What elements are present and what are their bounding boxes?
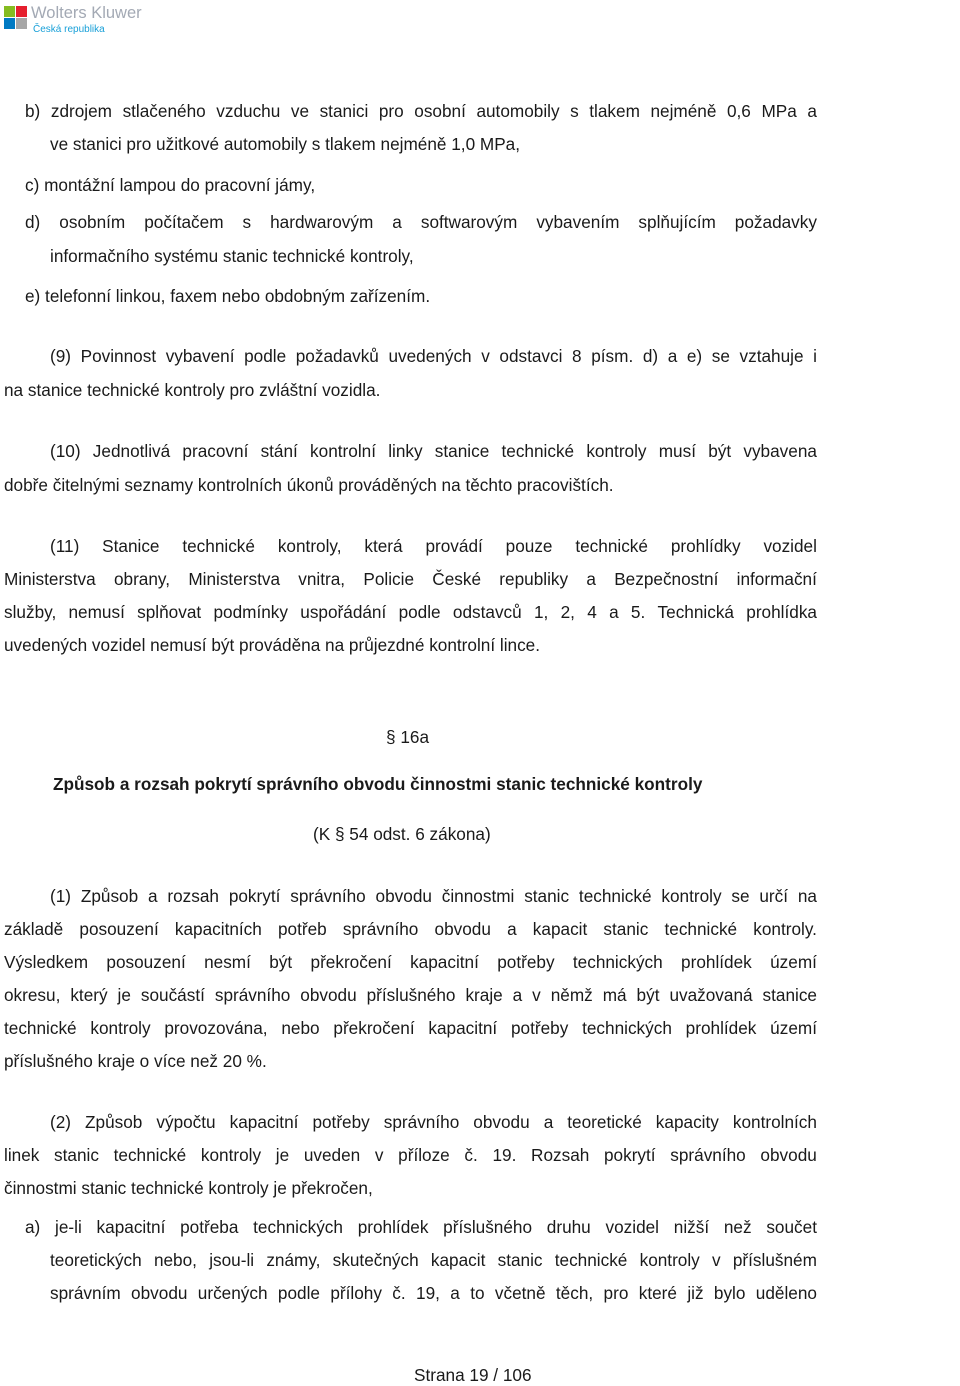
word: a	[586, 569, 596, 589]
word: území	[770, 952, 817, 972]
word: obvodu	[760, 1145, 817, 1165]
list-item-a	[25, 1216, 817, 1238]
word: v	[481, 346, 490, 366]
word: Způsob	[85, 1112, 143, 1132]
word: pokrytí	[228, 886, 281, 906]
word: požadavků	[295, 346, 379, 366]
word: České	[432, 569, 482, 589]
word: příloze	[398, 1145, 450, 1165]
word: kapacit	[430, 1250, 486, 1270]
word: uveden	[303, 1145, 361, 1165]
word: je	[117, 985, 131, 1005]
word: území	[770, 1018, 817, 1038]
word: ve	[290, 101, 310, 121]
wolters-kluwer-logo	[4, 3, 144, 37]
word: příslušného	[366, 985, 456, 1005]
section-title: Způsob a rozsah pokrytí správního obvodu činnostmi stanic technické kontroly	[53, 774, 703, 794]
paragraph-11-line3	[4, 601, 817, 623]
word: v	[374, 1145, 384, 1165]
list-item-b-cont: ve stanici pro užitkové automobily s tlakem nejméně 1,0 MPa,	[50, 134, 521, 154]
word: technické	[182, 536, 255, 556]
word: stanice	[762, 985, 817, 1005]
word: správního	[670, 1145, 746, 1165]
word: odstavců	[452, 602, 522, 622]
word: být	[269, 952, 293, 972]
word: 5.	[630, 602, 646, 622]
word: včetně	[494, 1283, 546, 1303]
word: určí	[759, 886, 789, 906]
word: prohlídky	[670, 536, 741, 556]
word: 8	[572, 346, 582, 366]
word: tlakem	[589, 101, 640, 121]
word: vnitra,	[298, 569, 346, 589]
word: výpočtu	[156, 1112, 216, 1132]
word: překročení	[310, 952, 392, 972]
word: (1)	[50, 886, 72, 906]
word: Povinnost	[80, 346, 157, 366]
list-item-a-line2	[50, 1249, 817, 1271]
word: (10)	[50, 441, 81, 461]
word: d)	[25, 212, 41, 232]
word: nemusí	[68, 602, 125, 622]
word: kapacit	[532, 919, 588, 939]
word: s	[570, 101, 579, 121]
word: jsou-li	[209, 1250, 255, 1270]
word: automobily	[476, 101, 560, 121]
word: to	[470, 1283, 485, 1303]
word: má	[602, 985, 627, 1005]
paragraph-2-line2	[4, 1144, 817, 1166]
word: a	[667, 346, 678, 366]
word: obrany,	[113, 569, 171, 589]
word: uspořádání	[300, 602, 387, 622]
word: linek	[4, 1145, 40, 1165]
paragraph-9	[50, 345, 817, 367]
word: technických	[572, 952, 663, 972]
paragraph-2	[50, 1111, 817, 1133]
word: prohlídka	[746, 602, 817, 622]
word: i	[813, 346, 817, 366]
word: obvodu	[375, 886, 432, 906]
word: technických	[253, 1217, 343, 1237]
word: podle	[277, 1283, 320, 1303]
word: vybavením	[536, 212, 620, 232]
word: obvodu	[473, 1112, 530, 1132]
paragraph-10	[50, 440, 817, 462]
word: kontrolní	[310, 441, 376, 461]
word: zdrojem	[50, 101, 112, 121]
word: technické	[575, 536, 648, 556]
word: stanic	[497, 1250, 543, 1270]
list-item-c: c) montážní lampou do pracovní jámy,	[25, 175, 316, 195]
word: vybavení	[165, 346, 235, 366]
word: je	[275, 1145, 290, 1165]
list-item-d	[25, 211, 817, 233]
word: prohlídek	[685, 1018, 757, 1038]
word: kapacitní	[410, 952, 479, 972]
word: okresu,	[4, 985, 61, 1005]
word: služby,	[4, 602, 57, 622]
word: uděleno	[755, 1283, 817, 1303]
word: správního	[290, 886, 366, 906]
word: odstavci	[499, 346, 563, 366]
word: kontroly	[200, 1145, 262, 1165]
word: němž	[550, 985, 593, 1005]
word: součástí	[140, 985, 205, 1005]
list-item-a-line3	[50, 1282, 817, 1304]
word: Policie	[363, 569, 415, 589]
word: pro	[378, 101, 404, 121]
word: musí	[658, 441, 696, 461]
paragraph-10-cont: dobře čitelnými seznamy kontrolních úkonů prováděných na těchto pracovištích.	[4, 475, 614, 495]
paragraph-1-line6: příslušného kraje o více než 20 %.	[4, 1051, 267, 1071]
word: být	[708, 441, 732, 461]
word: podmínky	[213, 602, 288, 622]
word: stanice	[434, 441, 490, 461]
page-number: Strana 19 / 106	[414, 1365, 532, 1385]
paragraph-1-line5	[4, 1017, 817, 1039]
word: prohlídek	[681, 952, 752, 972]
word: prohlídek	[357, 1217, 429, 1237]
word: činnostmi	[441, 886, 515, 906]
word: správním	[50, 1283, 121, 1303]
word: potřeby	[510, 1018, 569, 1038]
word: správního	[214, 985, 291, 1005]
word: (2)	[50, 1112, 72, 1132]
word: kontroly	[90, 1018, 151, 1038]
word: potřeby	[497, 952, 555, 972]
word: překročení	[333, 1018, 415, 1038]
word: teoretických	[50, 1250, 142, 1270]
word: nesmí	[204, 952, 251, 972]
word: pouze	[505, 536, 553, 556]
word: a	[609, 602, 619, 622]
word: Způsob	[80, 886, 139, 906]
word: příslušném	[732, 1250, 817, 1270]
word: která	[364, 536, 403, 556]
paragraph-1-line4	[4, 984, 817, 1006]
word: bylo	[713, 1283, 746, 1303]
word: 19.	[492, 1145, 517, 1165]
word: a	[543, 1112, 554, 1132]
word: splňujícím	[638, 212, 716, 232]
word: republiky	[499, 569, 569, 589]
word: a	[450, 1283, 460, 1303]
word: potřeb	[278, 919, 327, 939]
word: č.	[464, 1145, 478, 1165]
section-reference: (K § 54 odst. 6 zákona)	[313, 824, 491, 844]
word: písm.	[591, 346, 634, 366]
word: kontrolních	[732, 1112, 817, 1132]
word: kontroly.	[753, 919, 817, 939]
word: stanic	[524, 886, 570, 906]
word: obvodu	[300, 985, 357, 1005]
word: Ministerstva	[188, 569, 280, 589]
paragraph-1	[50, 885, 817, 907]
word: hardwarovým	[270, 212, 374, 232]
word: stání	[260, 441, 298, 461]
word: kontroly	[586, 441, 647, 461]
word: rozsah	[167, 886, 219, 906]
word: splňovat	[137, 602, 202, 622]
word: stanic	[54, 1145, 99, 1165]
word: teoretické	[567, 1112, 642, 1132]
word: pracovní	[182, 441, 249, 461]
paragraph-11-line4: uvedených vozidel nemusí být prováděna na průjezdné kontrolní lince.	[4, 635, 541, 655]
word: osobní	[414, 101, 466, 121]
word: č.	[392, 1283, 406, 1303]
word: vozidel	[763, 536, 817, 556]
paragraph-11	[50, 535, 817, 557]
word: se	[731, 886, 750, 906]
logo-subtitle: Česká republika	[33, 24, 105, 35]
word: softwarovým	[420, 212, 518, 232]
word: potřeba	[180, 1217, 239, 1237]
word: provozována,	[164, 1018, 268, 1038]
word: Technická	[657, 602, 734, 622]
word: a	[807, 101, 817, 121]
word: (11)	[50, 536, 80, 556]
word: technické	[113, 1145, 187, 1165]
word: kontroly	[639, 1250, 700, 1270]
word: správního	[383, 1112, 460, 1132]
word: pokrytí	[604, 1145, 656, 1165]
word: obvodu	[434, 919, 491, 939]
word: být	[636, 985, 660, 1005]
word: a	[148, 886, 158, 906]
word: obvodu	[131, 1283, 188, 1303]
word: příslušného	[443, 1217, 533, 1237]
word: který	[70, 985, 108, 1005]
word: správního	[342, 919, 419, 939]
word: těch,	[555, 1283, 594, 1303]
list-item-e: e) telefonní linkou, faxem nebo obdobným zařízením.	[25, 286, 431, 306]
word: Jednotlivá	[92, 441, 171, 461]
word: je-li	[55, 1217, 82, 1237]
word: vztahuje	[739, 346, 804, 366]
wolters-kluwer-logo-icon	[4, 6, 28, 30]
word: informační	[736, 569, 817, 589]
word: stanic	[603, 919, 649, 939]
word: (9)	[50, 346, 72, 366]
word: MPa	[761, 101, 797, 121]
word: osobním	[59, 212, 126, 232]
word: Výsledkem	[4, 952, 89, 972]
word: základě	[4, 919, 64, 939]
word: nejméně	[650, 101, 717, 121]
word: známy,	[266, 1250, 321, 1270]
word: kapacitní	[96, 1217, 166, 1237]
word: technické	[4, 1018, 77, 1038]
list-item-b	[25, 100, 817, 122]
paragraph-9-cont: na stanice technické kontroly pro zvláštní vozidla.	[4, 380, 381, 400]
word: Rozsah	[531, 1145, 590, 1165]
word: skutečných	[332, 1250, 419, 1270]
word: druhu	[546, 1217, 591, 1237]
word: stanici	[319, 101, 369, 121]
word: v	[712, 1250, 721, 1270]
paragraph-1-line3	[4, 951, 817, 973]
word: Ministerstva	[4, 569, 96, 589]
word: 4	[587, 602, 597, 622]
word: Stanice	[102, 536, 160, 556]
word: součet	[766, 1217, 817, 1237]
paragraph-11-line2	[4, 568, 817, 590]
word: nebo	[281, 1018, 320, 1038]
word: nebo,	[153, 1250, 197, 1270]
word: technické	[501, 441, 575, 461]
word: potřeby	[312, 1112, 370, 1132]
word: podle	[398, 602, 441, 622]
word: stlačeného	[122, 101, 206, 121]
word: provádí	[425, 536, 483, 556]
word: a	[512, 985, 523, 1005]
word: 2,	[560, 602, 575, 622]
word: linky	[388, 441, 423, 461]
word: vybavena	[743, 441, 817, 461]
word: uvedených	[388, 346, 472, 366]
word: na	[797, 886, 817, 906]
word: uvažovaná	[669, 985, 753, 1005]
paragraph-1-line2	[4, 918, 817, 940]
word: technické	[664, 919, 738, 939]
word: kapacitní	[428, 1018, 498, 1038]
word: a	[507, 919, 517, 939]
word: 0,6	[726, 101, 751, 121]
word: kapacitní	[229, 1112, 299, 1132]
word: podle	[244, 346, 287, 366]
word: než	[723, 1217, 752, 1237]
logo-name: Wolters Kluwer	[31, 4, 142, 22]
word: technické	[554, 1250, 628, 1270]
word: technických	[582, 1018, 672, 1038]
word: kapacity	[655, 1112, 719, 1132]
word: s	[242, 212, 252, 232]
word: a	[392, 212, 402, 232]
word: vozidel	[605, 1217, 660, 1237]
word: b)	[25, 101, 41, 121]
word: a)	[25, 1217, 41, 1237]
word: nižší	[673, 1217, 710, 1237]
word: počítačem	[144, 212, 224, 232]
word: požadavky	[734, 212, 817, 232]
word: vzduchu	[216, 101, 281, 121]
word: kontroly	[661, 886, 722, 906]
word: d)	[642, 346, 659, 366]
paragraph-2-line3: činnostmi stanic technické kontroly je překročen,	[4, 1178, 373, 1198]
word: e)	[686, 346, 703, 366]
section-number: § 16a	[386, 727, 430, 747]
list-item-d-cont: informačního systému stanic technické kontroly,	[50, 246, 414, 266]
word: přílohy	[330, 1283, 382, 1303]
word: které	[638, 1283, 677, 1303]
word: posouzení	[79, 919, 159, 939]
word: 19,	[416, 1283, 440, 1303]
word: Bezpečnostní	[614, 569, 719, 589]
word: již	[687, 1283, 704, 1303]
word: technické	[578, 886, 652, 906]
word: kapacitních	[174, 919, 262, 939]
word: určených	[197, 1283, 268, 1303]
word: 1,	[533, 602, 549, 622]
word: pro	[603, 1283, 629, 1303]
word: v	[532, 985, 541, 1005]
word: kraje	[465, 985, 503, 1005]
word: kontroly,	[277, 536, 342, 556]
word: posouzení	[106, 952, 186, 972]
word: se	[711, 346, 730, 366]
